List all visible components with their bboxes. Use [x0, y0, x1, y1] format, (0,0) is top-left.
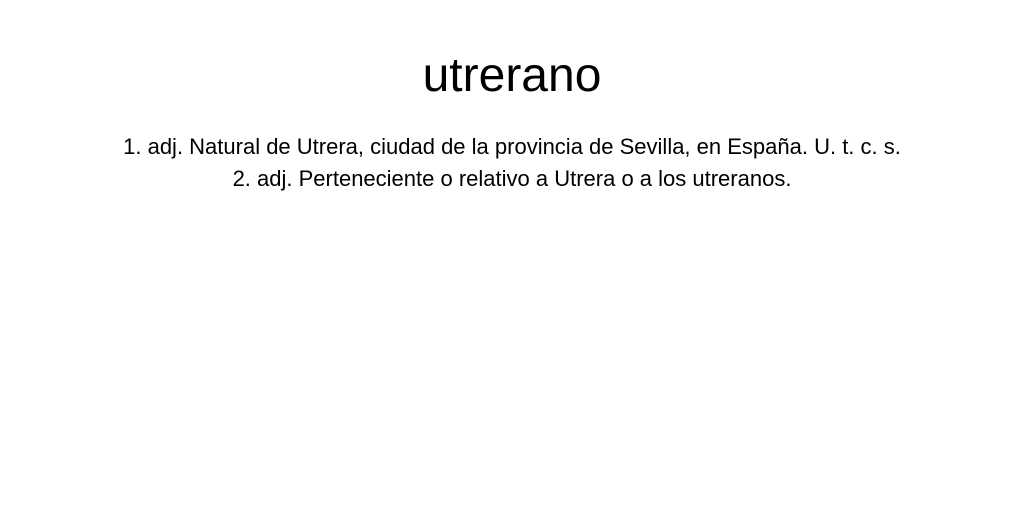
definition-1: 1. adj. Natural de Utrera, ciudad de la provincia de Sevilla, en España. U. t. c. s.	[123, 134, 901, 159]
dictionary-entry	[0, 0, 1024, 198]
definition-2: 2. adj. Perteneciente o relativo a Utrera o a los utreranos.	[232, 166, 792, 191]
headword: utrerano	[422, 49, 602, 102]
definition-list	[88, 128, 936, 198]
